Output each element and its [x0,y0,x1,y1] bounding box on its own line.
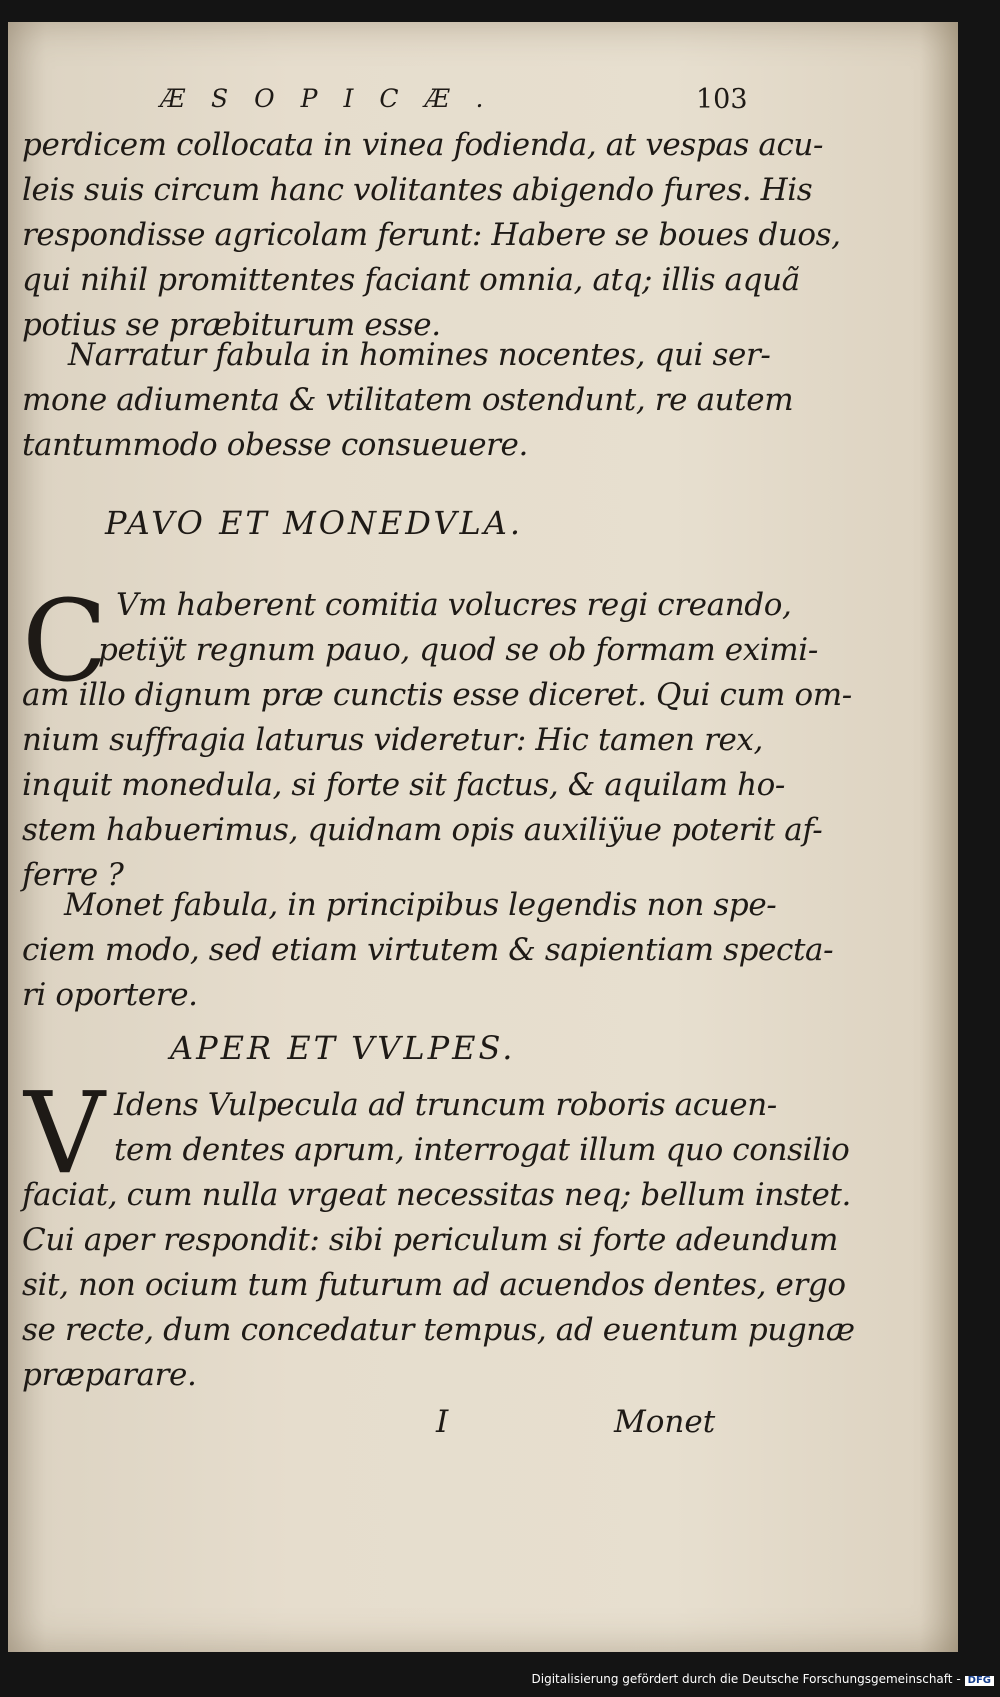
text-line: faciat, cum nulla vrgeat necessitas neq; bellum instet. [22,1177,851,1213]
catchword: Monet [614,1404,716,1440]
text-line: Idens Vulpecula ad truncum roboris acuen- [114,1087,777,1123]
moral-line: mone adiumenta & vtilitatem ostendunt, re autem [22,382,794,418]
text-line: Cui aper respondit: sibi periculum si forte adeundum [22,1222,838,1258]
text-line: nium suffragia laturus videretur: Hic tamen rex, [22,722,763,758]
fable-title: PAVO ET MONEDVLA. [105,504,524,542]
dfg-logo: DFG [965,1676,994,1686]
text-line: tem dentes aprum, interrogat illum quo consilio [114,1132,850,1168]
text-line: inquit monedula, si forte sit factus, & aquilam ho- [22,767,785,803]
text-line: potius se præbiturum esse. [22,307,441,343]
text-line: am illo dignum præ cunctis esse diceret. Qui cum om- [22,677,852,713]
text-line: sit, non ocium tum futurum ad acuendos dentes, ergo [22,1267,846,1303]
page-number: 103 [696,84,748,115]
drop-cap: C [22,577,108,707]
moral-line: ri oportere. [22,977,198,1013]
book-page [8,22,958,1652]
moral-line: Narratur fabula in homines nocentes, qui ser- [68,337,771,373]
digitization-credit [532,1673,995,1686]
text-line: se recte, dum concedatur tempus, ad euentum pugnæ [22,1312,855,1348]
text-line: petiÿt regnum pauo, quod se ob formam eximi- [98,632,818,668]
text-line: Vm haberent comitia volucres regi creando, [116,587,792,623]
text-line: ferre ? [22,857,124,893]
text-line: leis suis circum hanc volitantes abigendo fures. His [22,172,813,208]
text-line: perdicem collocata in vinea fodienda, at vespas acu- [22,127,824,163]
moral-line: Monet fabula, in principibus legendis non spe- [64,887,777,923]
fable-title: APER ET VVLPES. [170,1029,516,1067]
moral-line: tantummodo obesse consueuere. [22,427,528,463]
text-line: stem habuerimus, quidnam opis auxiliÿue poterit af- [22,812,823,848]
moral-line: ciem modo, sed etiam virtutem & sapientiam specta- [22,932,834,968]
drop-cap: V [24,1069,105,1199]
signature-mark: I [436,1404,449,1440]
running-head: ÆSOPICÆ. [160,84,510,113]
text-line: respondisse agricolam ferunt: Habere se boues duos, [22,217,841,253]
credit-text: Digitalisierung gefördert durch die Deutsche Forschungsgemeinschaft - [531,1672,961,1686]
text-line: præparare. [22,1357,197,1393]
text-line: qui nihil promittentes faciant omnia, atq; illis aquã [22,262,800,298]
